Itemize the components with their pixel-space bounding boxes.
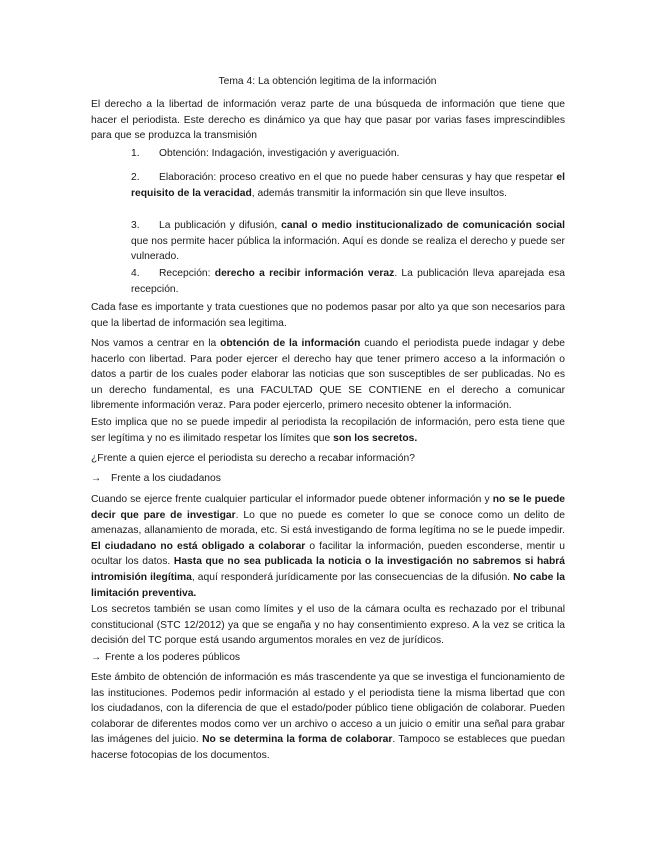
phase-number: 2. — [131, 172, 140, 183]
heading-text: Frente a los poderes públicos — [105, 652, 241, 663]
phase-bold: el requisito de la veracidad — [131, 172, 565, 199]
arrow-icon: → — [91, 652, 102, 663]
phase-4 — [131, 266, 565, 297]
text-run: . Tampoco se estableces que puedan hacerse fotocopias de los documentos. — [91, 734, 565, 761]
arrow-icon: → — [91, 473, 102, 484]
phase-number: 3. — [131, 220, 140, 231]
paragraph-poderes — [91, 670, 565, 764]
phase-text: La publicación y difusión, — [159, 220, 278, 231]
phase-text: Recepción: — [159, 268, 211, 279]
phase-text-end: que nos permite hacer pública la información. Aquí es donde se realiza el derecho y puede ser vulnerado. — [131, 235, 565, 263]
paragraph-secretos: Los secretos también se usan como límites y el uso de la cámara oculta es rechazado por el tribunal constitucional (STC 12/2012) ya que se engaña y no hay consentimiento expreso. A la vez se critica la decisión del TC porque está usando argumentos morales en vez de jurídicos. — [91, 604, 565, 647]
text-run: , aquí responderá jurídicamente por las consecuencias de la difusión. — [191, 571, 511, 583]
phase-bold: derecho a recibir información veraz — [214, 268, 395, 279]
heading-ciudadanos — [91, 471, 565, 487]
text-run: o facilitar la información, pueden esconderse, mentir u ocultar los datos. — [91, 540, 566, 568]
text-run: Cuando se ejerce frente cualquier particular el informador puede obtener información y — [91, 494, 490, 505]
bold-run: El ciudadano no está obligado a colaborar — [91, 540, 306, 552]
paragraph-ciudadanos — [91, 492, 565, 601]
text-run: cuando el periodista puede indagar y debe hacerlo con libertad. Para poder ejercer el derecho hay que tener primero acceso a la información o datos a partir de los cuales poder elaborar las noticias que son susceptibles de ser publicadas. No es un derecho fundamental, es una FACULTAD QUE SE CONTIENE en el derecho a comunicar libremente información veraz. Para poder ejercerlo, primero necesito obtener la información. — [91, 338, 565, 412]
question-line: ¿Frente a quien ejerce el periodista su derecho a recabar información? — [91, 453, 415, 464]
phase-text-end: . La publicación lleva aparejada esa recepción. — [131, 268, 565, 295]
heading-text: Frente a los ciudadanos — [111, 473, 221, 484]
phase-number: 4. — [131, 268, 140, 279]
phase-text-end: , además transmitir la información sin que lleve insultos. — [251, 187, 507, 199]
bold-run: son los secretos. — [333, 432, 418, 444]
paragraph-implica — [91, 415, 565, 446]
phase-text: Obtención: Indagación, investigación y averiguación. — [159, 148, 400, 159]
heading-poderes — [91, 650, 565, 666]
phase-bold: canal o medio institucionalizado de comunicación social — [281, 220, 565, 231]
bold-run: Hasta que no sea publicada la noticia o la investigación no sabremos si habrá intromisión ilegítima — [91, 556, 565, 583]
bold-run: no se le puede decir que pare de investigar — [91, 494, 565, 521]
phase-2 — [131, 170, 565, 201]
phase-1 — [131, 146, 565, 162]
intro-paragraph: El derecho a la libertad de información veraz parte de una búsqueda de información que tiene que hacer el periodista. Este derecho es dinámico ya que hay que pasar por varias fases imprescindibles para que se produzca la transmisión — [91, 99, 565, 142]
text-run: . Lo que no puede es cometer lo que se conoce como un delito de amenazas, allanamiento de morada, etc. Si está investigando de forma legítima no se le puede impedir. — [91, 509, 565, 537]
paragraph-centrar — [91, 336, 565, 414]
bold-run: No se determina la forma de colaborar — [202, 734, 393, 746]
page-title: Tema 4: La obtención legitima de la información — [218, 76, 437, 87]
bold-run: obtención de la información — [220, 338, 361, 349]
paragraph-cada-fase: Cada fase es importante y trata cuestiones que no podemos pasar por alto ya que son necesarios para que la libertad de información sea legitima. — [91, 302, 565, 329]
phase-3 — [131, 218, 565, 265]
phase-number: 1. — [131, 148, 140, 159]
bold-run: No cabe la limitación preventiva. — [91, 571, 565, 599]
text-run: Esto implica que no se puede impedir al periodista la recopilación de información, pero esta tiene que ser legítima y no es ilimitado respetar los límites que — [91, 417, 565, 444]
text-run: Nos vamos a centrar en la — [91, 338, 217, 349]
phase-text: Elaboración: proceso creativo en el que no puede haber censuras y hay que respetar — [159, 172, 554, 183]
text-run: Este ámbito de obtención de información es más trascendente ya que se investiga el funcionamiento de las instituciones. Podemos pedir información al estado y el periodista tiene la misma libertad que con los ciudadanos, con la diferencia de que el estado/poder público tiene obligación de colaborar. Pueden colaborar de diferentes modos como ver un archivo o acceso a un juicio o emitir una señal para grabar las imágenes del juicio. — [91, 672, 565, 746]
